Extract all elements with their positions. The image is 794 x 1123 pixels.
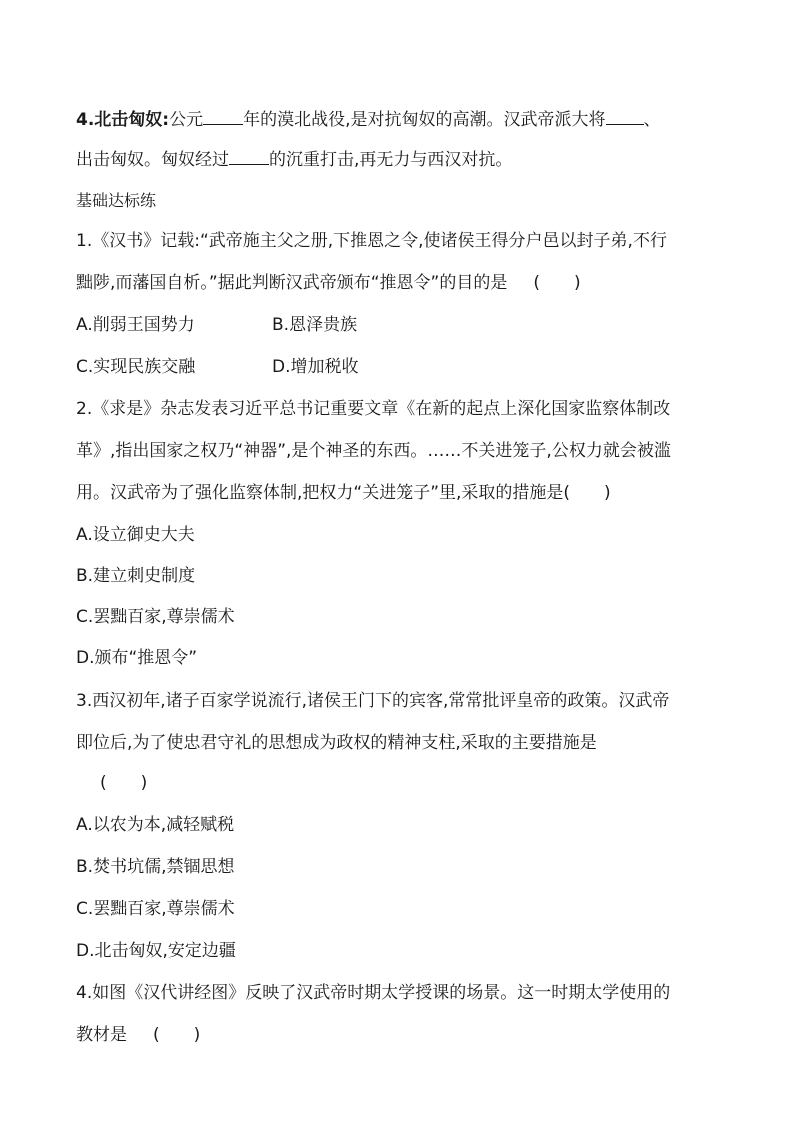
- blank-year[interactable]: [203, 108, 243, 125]
- q3-answer-bracket[interactable]: ( ): [100, 773, 148, 793]
- intro-text-3: 、: [643, 110, 661, 130]
- q3-option-d[interactable]: D.北击匈奴,安定边疆: [76, 941, 236, 961]
- blank-general-1[interactable]: [606, 108, 644, 125]
- q3-line-1: 3.西汉初年,诸子百家学说流行,诸侯王门下的宾客,常常批评皇帝的政策。汉武帝: [76, 691, 670, 711]
- q2-answer-bracket[interactable]: ( ): [563, 483, 611, 503]
- q1-stem-end: 黜陟,而藩国自析。”据此判断汉武帝颁布“推恩令”的目的是: [76, 273, 508, 293]
- q1-line-2: [76, 272, 726, 294]
- section-title: 基础达标练: [76, 191, 157, 210]
- q2-option-b[interactable]: B.建立刺史制度: [76, 566, 196, 586]
- intro-line-2: [76, 148, 726, 171]
- q1-option-d[interactable]: D.增加税收: [272, 357, 359, 377]
- q1-option-b[interactable]: B.恩泽贵族: [272, 315, 358, 335]
- intro-text-4: 出击匈奴。匈奴经过: [76, 150, 229, 170]
- q4-line-2: [76, 1024, 726, 1046]
- q1-options-row-1: [76, 314, 726, 336]
- q3-option-b[interactable]: B.焚书坑儒,禁锢思想: [76, 857, 235, 877]
- q4-answer-bracket[interactable]: ( ): [153, 1025, 201, 1045]
- q1-answer-bracket[interactable]: ( ): [533, 273, 581, 293]
- q1-line-1: 1.《汉书》记载:“武帝施主父之册,下推恩之令,使诸侯王得分户邑以封子弟,不行: [76, 231, 667, 251]
- q4-stem-end: 教材是: [76, 1025, 127, 1045]
- q4-line-1: 4.如图《汉代讲经图》反映了汉武帝时期太学授课的场景。这一时期太学使用的: [76, 983, 671, 1003]
- intro-text-1: 公元: [169, 110, 204, 130]
- q3-option-a[interactable]: A.以农为本,减轻赋税: [76, 815, 235, 835]
- q2-line-2: 革》,指出国家之权乃“神器”,是个神圣的东西。……不关进笼子,公权力就会被滥: [76, 441, 671, 461]
- intro-text-5: 的沉重打击,再无力与西汉对抗。: [269, 150, 513, 170]
- q2-line-3: [76, 482, 726, 504]
- q3-option-c[interactable]: C.罢黜百家,尊崇儒术: [76, 899, 235, 919]
- q1-options-row-2: [76, 356, 726, 378]
- intro-text-2: 年的漠北战役,是对抗匈奴的高潮。汉武帝派大将: [243, 110, 606, 130]
- q2-line-1: 2.《求是》杂志发表习近平总书记重要文章《在新的起点上深化国家监察体制改: [76, 399, 671, 419]
- q2-option-d[interactable]: D.颁布“推恩令”: [76, 648, 198, 668]
- q2-option-a[interactable]: A.设立御史大夫: [76, 525, 195, 545]
- q1-option-a[interactable]: A.削弱王国势力: [76, 315, 195, 335]
- intro-label: 4.北击匈奴:: [76, 110, 170, 130]
- q2-stem-end: 用。汉武帝为了强化监察体制,把权力“关进笼子”里,采取的措施是: [76, 483, 564, 503]
- blank-general-2[interactable]: [229, 148, 269, 165]
- q1-option-c[interactable]: C.实现民族交融: [76, 357, 196, 377]
- q2-option-c[interactable]: C.罢黜百家,尊崇儒术: [76, 607, 235, 627]
- q3-line-2: 即位后,为了使忠君守礼的思想成为政权的精神支柱,采取的主要措施是: [76, 733, 597, 753]
- intro-line-1: [76, 108, 726, 131]
